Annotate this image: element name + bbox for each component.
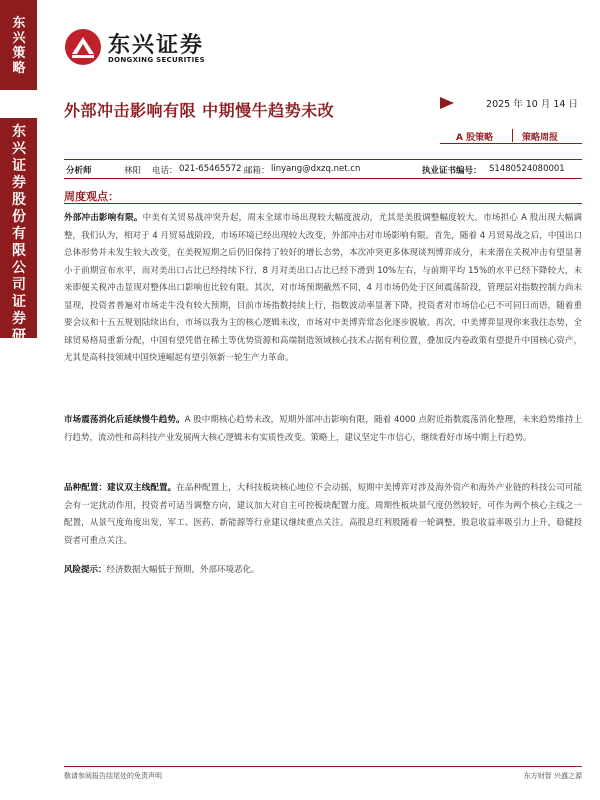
report-date-box <box>440 96 582 110</box>
paragraph-lead: 风险提示： <box>64 565 107 575</box>
sidebar-main-block <box>0 118 37 395</box>
footer-disclaimer[interactable]: 敬请参阅报告结尾处的免责声明 <box>64 772 162 780</box>
report-tags <box>440 128 582 144</box>
paragraph-body: 中美有关贸易战冲突升起，周末全球市场出现较大幅度波动，尤其是美股调整幅度较大，市场担心 A 股出现大幅调整，我们认为，相对于 4 月贸易战阶段，市场环境已经出现较大改变，外部冲击对市场影响有限。首先，随着 4 月贸易战之后，中国出口总体形势并未发生较大改变，在美税短期之后仍旧保持了较好的增长态势，本次冲突更多体现谈判博弈成分，未来潜在关税冲击有望显著小于前期宣布水平，而对美出口占比已经持续下行，8 月对美出口占比已经下滑到 10%左右，与前期平均 15%的水平已经下降较大，未来即便关税冲击显现对整体出口影响也比较有限。其次，对市场预期截然不同，4 月市场仍处于区间震荡阶段，管理层对指数控制力尚未显现，投资者普遍对市场走牛没有较大预期，目前市场指数持续上行，指数波动率显著下降，投资者对市场信心已不可同日而语，随着重要会议和十五五规划陆续出台，市场以我为主的核心逻辑未改，市场对中美博弈常态化逐步脱敏。再次，中美博弈显现你来我往态势，全球贸易格局重新分配，中国有望凭借在稀土等优势资源和高端制造领域核心技术占据有利位置，叠加反内卷政策有望提升中国核心资产，尤其是高科技领域中国快速崛起有望引领新一轮生产力革命。 <box>64 213 582 363</box>
paragraph-external-shock <box>64 210 582 368</box>
analyst-name: 林阳 <box>124 166 142 176</box>
footer-slogan: 东方财智 兴盛之源 <box>523 772 582 780</box>
analyst-info-bar <box>64 159 582 179</box>
paragraph-body: 经济数据大幅低于预期，外部环境恶化。 <box>106 565 260 575</box>
paragraph-body: A 股中期核心趋势未改，短期外部冲击影响有限，随着 4000 点附近指数震荡消化整理，未来趋势维持上行趋势，流动性和高科技产业发展两大核心逻辑未有实质性改变。策略上，建议坚定牛市信心，继续看好市场中期上行趋势。 <box>64 415 582 443</box>
phone-label: 电话： <box>152 166 178 176</box>
paragraph-lead: 外部冲击影响有限。 <box>64 213 143 223</box>
report-title: 外部冲击影响有限 中期慢牛趋势未改 <box>64 101 335 120</box>
section-divider <box>64 203 582 204</box>
logo-text-cn: 东兴证券 <box>108 33 205 58</box>
tag-divider <box>512 129 513 142</box>
paragraph-lead: 市场震荡消化后延续慢牛趋势。 <box>64 415 185 425</box>
tag-type: 策略周报 <box>522 133 559 143</box>
date-arrow-icon <box>440 97 454 109</box>
logo-text-en: DONGXING SECURITIES <box>108 56 205 64</box>
paragraph-lead: 品种配置：建议双主线配置。 <box>64 483 177 493</box>
sidebar-main-label: 东兴证券股份有限公司证券研究报告 <box>12 124 26 395</box>
sidebar <box>0 0 37 800</box>
paragraph-slow-bull <box>64 412 582 447</box>
analyst-phone: 021-65465572 <box>179 164 242 174</box>
tag-category: A 股策略 <box>456 133 494 143</box>
paragraph-allocation <box>64 480 582 550</box>
paragraph-body: 在品种配置上，大科技板块核心地位不会动摇，短期中美博弈对涉及海外资产和海外产业链的科技公司可能会有一定扰动作用，投资者可适当调整方向，建议加大对自主可控板块配置力度。周期性板块景气度仍然较好，可作为两个核心主线之一配置，从景气度角度出发，军工、医药、新能源等行业建议继续重点关注。高股息红利股随着一轮调整，股息收益率吸引力上升，稳健投资者可重点关注。 <box>64 483 582 546</box>
license-label: 执业证书编号： <box>422 166 482 176</box>
analyst-role-label: 分析师 <box>66 166 92 176</box>
sidebar-top-label: 东兴策略 <box>12 16 26 76</box>
sidebar-top-block <box>0 0 37 90</box>
analyst-email[interactable]: linyang@dxzq.net.cn <box>271 164 361 174</box>
paragraph-risk <box>64 562 582 580</box>
email-label: 邮箱： <box>244 166 270 176</box>
company-logo <box>64 26 224 72</box>
footer-divider <box>64 766 582 767</box>
report-date: 2025 年 10 月 14 日 <box>486 99 578 110</box>
analyst-license: S1480524080001 <box>489 164 565 174</box>
section-heading: 周度观点： <box>64 190 119 203</box>
logo-emblem-icon <box>64 28 102 66</box>
